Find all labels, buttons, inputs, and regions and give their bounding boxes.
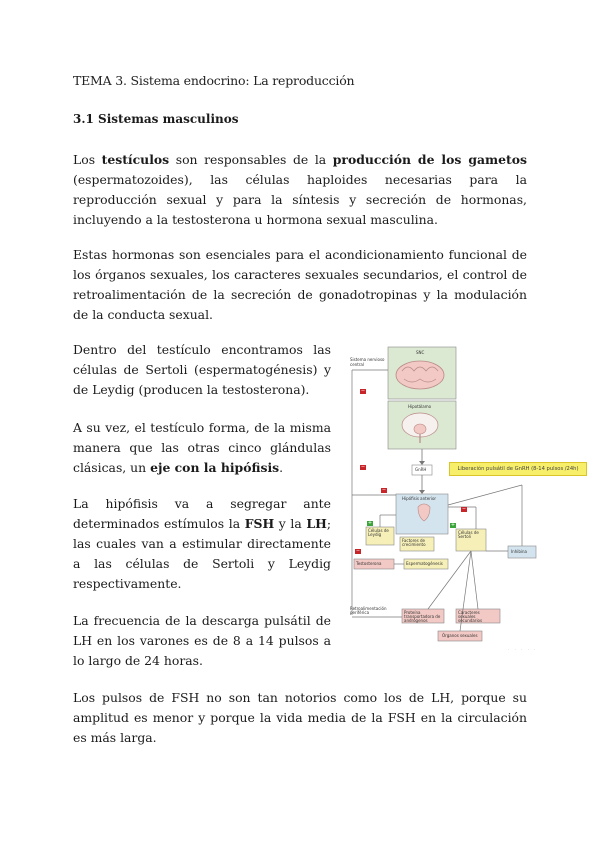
label-retroalimentacion: Retroalimentación periférica — [350, 606, 387, 615]
inhibition-icon: − — [360, 464, 366, 470]
paragraph-sertoli-leydig: Dentro del testículo encontramos las células de Sertoli (espermatogénesis) y de Leydig (producen la testosterona). — [73, 342, 331, 397]
paragraph-hormonas: Estas hormonas son esenciales para el acondicionamiento funcional de los órganos sexuales, los caracteres sexuales secundarios, el control de retroalimentación de la secreción de gonadotropinas y la modulación de la conducta sexual. — [73, 247, 527, 322]
inhibition-icon: − — [461, 506, 467, 512]
label-organos: Órganos sexuales — [442, 633, 478, 638]
inhibition-icon: − — [355, 548, 361, 554]
stimulation-icon: + — [450, 522, 456, 528]
label-sertoli: Células de Sertoli — [458, 530, 479, 539]
gnrh-callout: Liberación pulsátil de GnRH (8-14 pulsos /24h) — [449, 462, 587, 476]
label-gnrh: GnRH — [415, 467, 427, 472]
label-snc: SNC — [416, 350, 425, 355]
inhibition-icon: − — [381, 487, 387, 493]
label-inhibina: Inhibina — [511, 549, 527, 554]
label-hipotalamo: Hipotálamo — [408, 404, 432, 409]
paragraph-lh-frecuencia: La frecuencia de la descarga pulsátil de LH en los varones es de 8 a 14 pulsos a lo largo de 24 horas. — [73, 613, 331, 668]
paragraph-eje: A su vez, el testículo forma, de la misma manera que las otras cinco glándulas clásicas, un eje con la hipófisis. — [73, 420, 331, 475]
paragraph-fsh-pulsos: Los pulsos de FSH no son tan notorios como los de LH, porque su amplitud es menor y porque la vida media de la FSH en la circulación es más larga. — [73, 690, 527, 745]
label-caracteres: Caracteres sexuales secundarios — [458, 610, 483, 623]
label-proteina: Proteína transportadora de andrógenos — [404, 610, 441, 623]
axis-diagram-art — [346, 345, 538, 645]
label-espermatogenesis: Espermatogénesis — [406, 561, 443, 566]
axis-diagram — [346, 345, 538, 645]
label-sistema-nervioso: Sistema nervioso central — [350, 357, 385, 367]
paragraph-hipofisis: La hipófisis va a segregar ante determinados estímulos la FSH y la LH; las cuales van a estimular directamente a las células de Sertoli y Leydig respectivamente. — [73, 496, 331, 591]
label-factores: Factores de crecimiento — [402, 538, 426, 547]
label-testosterona: Testosterona — [356, 561, 382, 566]
stimulation-icon: + — [367, 520, 373, 526]
decorative-dots: · · · · · — [508, 647, 538, 652]
label-hipofisis: Hipófisis anterior — [402, 496, 437, 501]
inhibition-icon: − — [360, 388, 366, 394]
label-leydig: Células de Leydig — [368, 528, 389, 537]
page-title: TEMA 3. Sistema endocrino: La reproducción — [73, 73, 355, 88]
section-heading: 3.1 Sistemas masculinos — [73, 112, 239, 126]
paragraph-testiculos: Los testículos son responsables de la producción de los gametos (espermatozoides), las células haploides necesarias para la reproducción sexual y para la síntesis y secreción de hormonas, incluyendo a la testosterona u hormona sexual masculina. — [73, 152, 527, 227]
